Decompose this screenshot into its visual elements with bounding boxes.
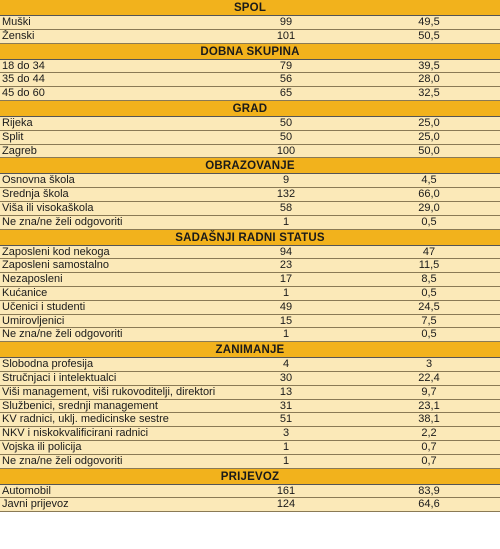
row-percent: 4,5: [421, 174, 437, 187]
row-percent: 66,0: [418, 188, 440, 201]
section-header: SADAŠNJI RADNI STATUS: [0, 230, 500, 246]
row-count: 31: [279, 399, 293, 412]
row-count: 30: [279, 371, 293, 384]
row-count: 3: [282, 427, 290, 440]
row-percent: 22,4: [418, 371, 440, 384]
section-header: GRAD: [0, 101, 500, 117]
row-percent: 50,5: [418, 29, 440, 42]
row-count: 15: [279, 314, 293, 327]
table-row: [0, 30, 500, 44]
row-label: Javni prijevoz: [2, 498, 69, 511]
table-row: [0, 413, 500, 427]
row-count: 1: [282, 286, 290, 299]
table-row: [0, 358, 500, 372]
row-label: Zaposleni samostalno: [2, 259, 110, 272]
row-label: Učenici i studenti: [2, 300, 86, 313]
table-row: [0, 301, 500, 315]
row-percent: 38,1: [418, 413, 440, 426]
table-row: [0, 60, 500, 74]
row-count: 9: [282, 174, 290, 187]
section-header: ZANIMANJE: [0, 342, 500, 358]
row-count: 56: [279, 73, 293, 86]
row-percent: 9,7: [421, 385, 437, 398]
table-row: [0, 16, 500, 30]
row-label: Službenici, srednji management: [2, 399, 158, 412]
row-count: 13: [279, 385, 293, 398]
row-percent: 50,0: [418, 144, 440, 157]
row-percent: 25,0: [418, 130, 440, 143]
row-count: 23: [279, 259, 293, 272]
row-percent: 3: [425, 358, 433, 371]
row-percent: 32,5: [418, 87, 440, 100]
row-label: Nezaposleni: [2, 273, 63, 286]
row-label: 18 do 34: [2, 59, 45, 72]
row-count: 1: [282, 454, 290, 467]
table-row: [0, 259, 500, 273]
table-row: [0, 131, 500, 145]
row-percent: 47: [422, 245, 436, 258]
row-count: 101: [276, 29, 296, 42]
row-label: Ne zna/ne želi odgovoriti: [2, 328, 123, 341]
table-row: [0, 287, 500, 301]
row-count: 4: [282, 358, 290, 371]
row-label: Srednja škola: [2, 188, 69, 201]
row-percent: 28,0: [418, 73, 440, 86]
row-label: Stručnjaci i intelektualci: [2, 371, 117, 384]
row-percent: 0,5: [421, 328, 437, 341]
row-percent: 0,5: [421, 215, 437, 228]
row-label: Vojska ili policija: [2, 440, 82, 453]
row-count: 132: [276, 188, 296, 201]
row-label: Muški: [2, 16, 31, 28]
row-count: 100: [276, 144, 296, 157]
row-label: Viši management, viši rukovoditelji, direktori: [2, 385, 216, 398]
table-row: [0, 202, 500, 216]
row-label: NKV i niskokvalificirani radnici: [2, 427, 149, 440]
table-row: [0, 372, 500, 386]
row-label: Umirovljenici: [2, 314, 65, 327]
row-count: 50: [279, 116, 293, 129]
section-header: DOBNA SKUPINA: [0, 44, 500, 60]
row-count: 50: [279, 130, 293, 143]
row-label: 35 do 44: [2, 73, 45, 86]
section-header: PRIJEVOZ: [0, 469, 500, 485]
row-percent: 7,5: [421, 314, 437, 327]
row-label: Ženski: [2, 29, 35, 42]
table-row: [0, 455, 500, 469]
row-count: 65: [279, 87, 293, 100]
row-label: Ne zna/ne želi odgovoriti: [2, 215, 123, 228]
row-label: Zagreb: [2, 144, 37, 157]
row-percent: 25,0: [418, 116, 440, 129]
table-row: [0, 145, 500, 159]
row-label: Viša ili visokaškola: [2, 201, 94, 214]
table-row: [0, 328, 500, 342]
row-percent: 8,5: [421, 273, 437, 286]
section-header: SPOL: [0, 0, 500, 16]
table-row: [0, 87, 500, 101]
row-label: Automobil: [2, 484, 51, 497]
table-row: [0, 273, 500, 287]
table-row: [0, 216, 500, 230]
row-percent: 0,5: [421, 286, 437, 299]
row-count: 51: [279, 413, 293, 426]
row-count: 17: [279, 273, 293, 286]
table-row: [0, 246, 500, 260]
table-row: [0, 441, 500, 455]
row-percent: 0,7: [421, 454, 437, 467]
row-label: Zaposleni kod nekoga: [2, 245, 110, 258]
row-percent: 11,5: [418, 259, 440, 272]
row-percent: 0,7: [421, 440, 437, 453]
table-row: [0, 117, 500, 131]
row-count: 49: [279, 300, 293, 313]
table-row: [0, 427, 500, 441]
row-label: 45 do 60: [2, 87, 45, 100]
row-count: 124: [276, 498, 296, 511]
row-percent: 24,5: [418, 300, 440, 313]
row-percent: 2,2: [421, 427, 437, 440]
row-count: 94: [279, 245, 293, 258]
table-row: [0, 188, 500, 202]
row-percent: 64,6: [418, 498, 440, 511]
row-label: Rijeka: [2, 116, 33, 129]
section-header: OBRAZOVANJE: [0, 158, 500, 174]
table-row: [0, 485, 500, 499]
row-label: Osnovna škola: [2, 174, 75, 187]
table-row: [0, 174, 500, 188]
row-count: 58: [279, 201, 293, 214]
row-percent: 29,0: [418, 201, 440, 214]
table-row: [0, 315, 500, 329]
row-percent: 39,5: [418, 59, 440, 72]
row-label: Split: [2, 130, 24, 143]
table-row: [0, 400, 500, 414]
table-row: [0, 73, 500, 87]
row-label: Ne zna/ne želi odgovoriti: [2, 454, 123, 467]
row-percent: 23,1: [418, 399, 440, 412]
row-count: 1: [282, 440, 290, 453]
table-row: [0, 386, 500, 400]
row-count: 1: [282, 215, 290, 228]
row-percent: 83,9: [418, 484, 440, 497]
row-count: 99: [279, 16, 293, 28]
row-label: Kućanice: [2, 286, 48, 299]
row-count: 79: [279, 59, 293, 72]
row-percent: 49,5: [418, 16, 440, 28]
row-count: 1: [282, 328, 290, 341]
row-label: Slobodna profesija: [2, 358, 94, 371]
row-count: 161: [276, 484, 296, 497]
row-label: KV radnici, uklj. medicinske sestre: [2, 413, 169, 426]
table-row: [0, 498, 500, 512]
